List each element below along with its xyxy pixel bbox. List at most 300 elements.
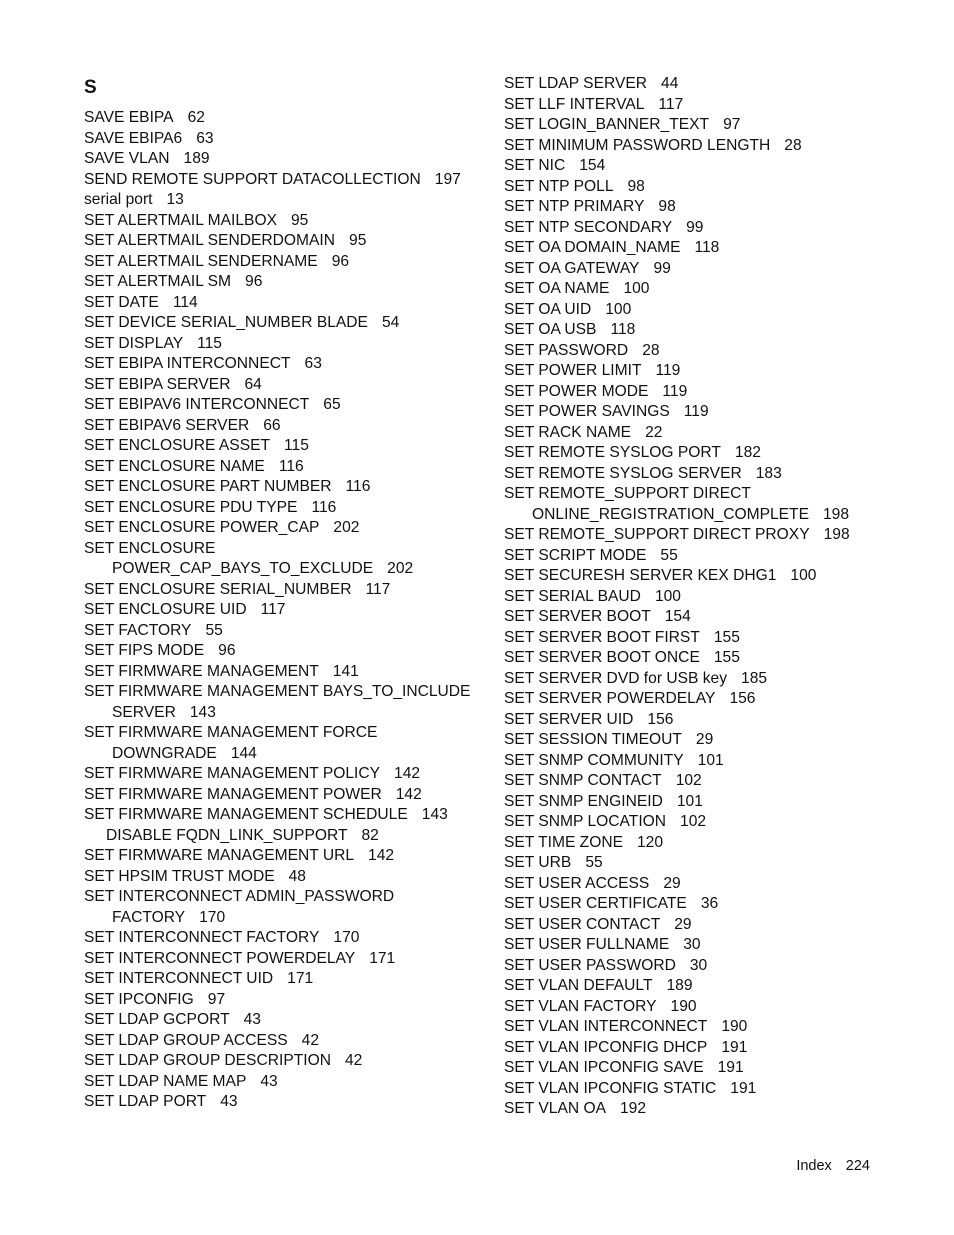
index-term: SET FIRMWARE MANAGEMENT FORCE [84,724,378,741]
index-term: SET EBIPA INTERCONNECT [84,355,291,372]
index-entry [504,751,924,772]
index-page-ref[interactable]: 44 [661,75,679,92]
index-entry [84,436,484,457]
index-page-ref[interactable]: 43 [260,1072,278,1090]
index-page-ref[interactable]: 197 [434,170,461,188]
index-entry [84,293,484,314]
index-page-ref[interactable]: 115 [284,437,309,454]
index-entry [504,74,924,95]
index-entry [504,382,924,403]
index-column-right [504,74,924,1120]
index-page-ref[interactable]: 190 [721,1018,748,1035]
index-page-ref[interactable]: 42 [301,1031,320,1049]
index-term: SET LDAP NAME MAP [84,1072,247,1090]
index-page-ref[interactable]: 55 [660,546,678,564]
index-entry [504,505,924,526]
index-entry [84,826,484,847]
index-term: SET LDAP GCPORT [84,1011,230,1028]
index-page-ref[interactable]: 43 [220,1093,238,1110]
index-entry [84,416,484,437]
index-entry [504,1017,924,1038]
index-term: SET VLAN FACTORY [504,997,657,1015]
index-page-ref[interactable]: 96 [245,273,263,290]
index-page-ref[interactable]: 116 [311,498,337,516]
index-term: SET OA USB [504,321,597,338]
index-page-ref[interactable]: 115 [197,334,222,352]
index-term: SET USER FULLNAME [504,936,670,953]
index-term: SET LLF INTERVAL [504,95,645,113]
index-term: SET POWER SAVINGS [504,403,670,420]
index-page-ref[interactable]: 29 [674,915,692,933]
index-term: SAVE EBIPA6 [84,129,183,147]
index-entry [504,484,924,505]
index-entry [504,935,924,956]
index-page-ref[interactable]: 99 [686,218,704,236]
index-entry [504,136,924,157]
index-entry [504,1038,924,1059]
index-entry [84,170,484,191]
index-entry [504,300,924,321]
index-term: SET FIRMWARE MANAGEMENT [84,662,319,680]
index-term: SET OA UID [504,300,592,318]
index-page-ref[interactable]: 202 [387,560,414,577]
index-term: SET FIRMWARE MANAGEMENT BAYS_TO_INCLUDE [84,683,471,700]
index-term: DISABLE FQDN_LINK_SUPPORT [106,826,348,844]
index-term: SET ENCLOSURE ASSET [84,437,271,454]
index-page-ref[interactable]: 22 [645,423,663,441]
index-term: SET DEVICE SERIAL_NUMBER BLADE [84,314,368,331]
index-page-ref[interactable]: 62 [187,109,205,126]
index-entry [84,313,484,334]
index-page-ref[interactable]: 119 [662,382,688,400]
index-page-ref[interactable]: 183 [755,464,782,482]
index-entry [84,334,484,355]
index-entry [84,805,484,826]
index-page-ref[interactable]: 97 [723,116,741,133]
index-entry [504,443,924,464]
index-term: SET VLAN DEFAULT [504,977,653,994]
index-term: SET TIME ZONE [504,833,623,851]
index-entry [84,785,484,806]
index-entry [84,764,484,785]
index-entry [84,621,484,642]
index-term: SET INTERCONNECT UID [84,970,274,987]
index-entry [84,600,484,621]
index-page-ref[interactable]: 191 [717,1059,744,1076]
index-page-ref[interactable]: 191 [730,1079,757,1097]
index-entry [504,423,924,444]
index-page-ref[interactable]: 202 [333,519,360,536]
index-page-ref[interactable]: 13 [166,191,184,208]
index-term: SET OA NAME [504,280,610,297]
index-term: SET USER ACCESS [504,874,650,892]
index-term: SET FIRMWARE MANAGEMENT SCHEDULE [84,806,408,823]
index-term: SET SERVER DVD for USB key [504,669,728,687]
index-page-ref[interactable]: 119 [683,403,709,420]
index-term: SERVER [112,703,176,721]
index-term: SET VLAN IPCONFIG DHCP [504,1038,708,1056]
index-term: SET SNMP ENGINEID [504,792,663,810]
index-term: SET HPSIM TRUST MODE [84,867,275,885]
index-entry [84,149,484,170]
index-page-ref[interactable]: 170 [199,908,226,926]
index-term: SET FIRMWARE MANAGEMENT URL [84,847,355,864]
index-entry [84,846,484,867]
index-term: SET ENCLOSURE SERIAL_NUMBER [84,580,352,598]
index-page-ref[interactable]: 156 [729,690,756,707]
index-term: SET NTP SECONDARY [504,218,673,236]
index-term: SET FIPS MODE [84,642,205,659]
index-page-ref[interactable]: 99 [653,259,671,277]
index-page-ref[interactable]: 48 [288,867,306,885]
index-entry [84,354,484,375]
index-entry [504,238,924,259]
index-page-ref[interactable]: 170 [333,929,360,946]
index-page-ref[interactable]: 155 [713,628,740,646]
index-entry [504,710,924,731]
index-page-ref[interactable]: 42 [344,1052,363,1069]
index-page-ref[interactable]: 114 [172,293,198,311]
index-term: SET OA GATEWAY [504,259,640,277]
index-entry [504,997,924,1018]
index-term: SET POWER MODE [504,382,649,400]
index-page-ref[interactable]: 30 [683,936,701,953]
index-term: SAVE EBIPA [84,109,174,126]
index-term: SET ENCLOSURE UID [84,601,247,618]
index-term: SET INTERCONNECT FACTORY [84,929,320,946]
index-term: SET LDAP GROUP DESCRIPTION [84,1052,331,1069]
right-entry-list [504,74,924,1120]
index-entry [84,990,484,1011]
section-letter: S [84,77,97,98]
index-term: SET NTP POLL [504,177,614,195]
index-term: serial port [84,191,153,208]
left-entry-list [84,108,484,1113]
index-entry [504,648,924,669]
index-entry [504,1099,924,1120]
index-entry [84,723,484,744]
index-page-ref[interactable]: 119 [655,362,681,379]
index-term: SET URB [504,854,572,871]
index-term: SET SNMP LOCATION [504,813,667,830]
index-term: SET ALERTMAIL SENDERDOMAIN [84,232,336,249]
index-entry [504,320,924,341]
index-entry [84,662,484,683]
index-term: SET SCRIPT MODE [504,546,647,564]
index-term: SET PASSWORD [504,341,629,359]
index-page-ref[interactable]: 191 [721,1038,748,1056]
footer-page-number: 224 [845,1158,870,1174]
index-page-ref[interactable]: 28 [642,341,660,359]
index-entry [504,915,924,936]
index-term: SET ENCLOSURE [84,539,216,557]
index-page-ref[interactable]: 117 [658,95,684,113]
index-term: SET VLAN IPCONFIG STATIC [504,1079,717,1097]
index-term: SET REMOTE SYSLOG SERVER [504,464,742,482]
index-page-ref[interactable]: 36 [700,895,719,912]
index-term: SET ENCLOSURE NAME [84,457,265,475]
index-entry [504,894,924,915]
index-page-ref[interactable]: 96 [218,642,236,659]
index-page-ref[interactable]: 118 [610,321,636,338]
index-entry [504,177,924,198]
index-page-ref[interactable]: 100 [605,300,632,318]
index-entry [504,464,924,485]
index-page-ref[interactable]: 29 [663,874,681,892]
index-term: SET SERVER BOOT [504,608,651,625]
index-entry [504,874,924,895]
index-term: SET IPCONFIG [84,990,194,1008]
index-term: SET SESSION TIMEOUT [504,731,682,748]
index-term: SET ENCLOSURE POWER_CAP [84,519,320,536]
index-entry [504,197,924,218]
index-page-ref[interactable]: 171 [369,949,396,967]
index-entry [504,341,924,362]
index-term: POWER_CAP_BAYS_TO_EXCLUDE [112,560,374,577]
index-entry [84,252,484,273]
index-column-left [84,74,484,1113]
index-page-ref[interactable]: 171 [287,970,314,987]
index-entry [84,231,484,252]
index-page-ref[interactable]: 101 [697,751,724,769]
index-term: SET SECURESH SERVER KEX DHG1 [504,567,777,584]
index-entry [84,477,484,498]
index-entry [84,1051,484,1072]
index-page-ref[interactable]: 189 [183,150,210,167]
index-entry [84,539,484,560]
index-term: SET NIC [504,157,566,174]
index-term: SET EBIPA SERVER [84,375,231,393]
index-entry [504,587,924,608]
index-term: SET REMOTE SYSLOG PORT [504,444,721,461]
index-entry [504,669,924,690]
index-entry [504,525,924,546]
index-entry [84,580,484,601]
index-entry [504,956,924,977]
index-term: SET MINIMUM PASSWORD LENGTH [504,136,771,154]
index-entry [84,518,484,539]
index-page-ref[interactable]: 95 [349,232,367,249]
index-entry [84,108,484,129]
index-term: SET USER CERTIFICATE [504,895,687,912]
index-entry [84,559,484,580]
index-entry [504,812,924,833]
index-entry [84,887,484,908]
index-entry [84,211,484,232]
index-page-ref[interactable]: 144 [230,744,257,762]
index-term: SET ALERTMAIL SENDERNAME [84,252,318,270]
index-entry [84,867,484,888]
index-page-ref[interactable]: 189 [666,977,693,994]
index-entry [504,833,924,854]
index-page-ref[interactable]: 154 [664,608,691,625]
index-term: SET NTP PRIMARY [504,198,645,215]
index-page-ref[interactable]: 55 [205,621,223,639]
index-entry [84,498,484,519]
index-term: ONLINE_REGISTRATION_COMPLETE [532,505,809,523]
index-term: SET INTERCONNECT POWERDELAY [84,949,356,967]
index-term: SET USER PASSWORD [504,956,676,974]
index-entry [504,566,924,587]
index-page-ref[interactable]: 120 [637,833,664,851]
index-entry [504,361,924,382]
index-term: SET LDAP GROUP ACCESS [84,1031,288,1049]
index-term: SET SERIAL BAUD [504,587,641,605]
index-page-ref[interactable]: 143 [421,806,448,823]
index-term: SET OA DOMAIN_NAME [504,239,681,256]
index-page-ref[interactable]: 66 [263,416,281,434]
index-page-ref[interactable]: 100 [654,587,681,605]
index-term: SAVE VLAN [84,150,170,167]
index-entry [84,1092,484,1113]
index-page-ref[interactable]: 29 [695,731,714,748]
index-page-ref[interactable]: 100 [623,280,650,297]
index-entry [84,949,484,970]
index-page-ref[interactable]: 143 [189,703,216,721]
index-term: SET LOGIN_BANNER_TEXT [504,116,710,133]
index-page-ref[interactable]: 63 [304,355,322,372]
index-entry [84,682,484,703]
index-page-ref[interactable]: 154 [579,157,606,174]
index-entry [84,928,484,949]
index-entry [84,703,484,724]
index-term: SET ENCLOSURE PART NUMBER [84,478,332,495]
index-page-ref[interactable]: 28 [784,136,802,154]
index-term: SET EBIPAV6 INTERCONNECT [84,396,310,413]
index-entry [504,689,924,710]
index-entry [504,771,924,792]
index-entry [504,156,924,177]
index-page-ref[interactable]: 117 [260,601,286,618]
index-page-ref[interactable]: 198 [823,526,850,543]
index-entry [504,792,924,813]
index-term: FACTORY [112,908,186,926]
index-term: SET FIRMWARE MANAGEMENT POWER [84,785,382,803]
index-term: SET ALERTMAIL MAILBOX [84,211,277,229]
index-page-ref[interactable]: 192 [619,1100,647,1117]
index-term: SET LDAP PORT [84,1093,207,1110]
index-entry [504,402,924,423]
index-term: SET VLAN IPCONFIG SAVE [504,1059,704,1076]
index-entry [504,1079,924,1100]
index-entry [84,969,484,990]
index-entry [504,730,924,751]
index-page-ref[interactable]: 64 [244,375,262,393]
index-term: SET EBIPAV6 SERVER [84,416,250,434]
index-page-ref[interactable]: 118 [694,239,720,256]
footer-label: Index [796,1158,832,1174]
index-entry [84,1072,484,1093]
index-page-ref[interactable]: 142 [395,785,422,803]
index-page-ref[interactable]: 100 [790,567,817,584]
index-entry [84,129,484,150]
index-page-ref[interactable]: 63 [196,129,214,147]
index-page-ref[interactable]: 54 [381,314,400,331]
index-page-ref[interactable]: 155 [713,649,740,666]
index-page-ref[interactable]: 43 [243,1011,261,1028]
index-page-ref[interactable]: 98 [627,177,645,195]
index-page-ref[interactable]: 142 [368,847,395,864]
index-entry [504,628,924,649]
index-term: SET FACTORY [84,621,192,639]
index-term: SET SNMP CONTACT [504,772,662,789]
index-page-ref[interactable]: 96 [331,252,350,270]
index-term: SET REMOTE_SUPPORT DIRECT PROXY [504,526,810,543]
page-footer [796,1158,870,1174]
index-page-ref[interactable]: 95 [290,211,309,229]
index-page-ref[interactable]: 116 [278,457,304,475]
index-term: SET POWER LIMIT [504,362,642,379]
index-page-ref[interactable]: 97 [207,990,226,1008]
index-term: SET SNMP COMMUNITY [504,751,684,769]
index-term: SET DISPLAY [84,334,184,352]
index-entry [84,272,484,293]
index-page-ref[interactable]: 55 [585,854,603,871]
index-term: SEND REMOTE SUPPORT DATACOLLECTION [84,170,421,188]
index-term: SET SERVER POWERDELAY [504,690,716,707]
index-page-ref[interactable]: 102 [675,772,702,789]
index-entry [84,395,484,416]
index-term: DOWNGRADE [112,744,217,762]
index-page-ref[interactable]: 30 [689,956,708,974]
index-term: SET FIRMWARE MANAGEMENT POLICY [84,765,381,782]
index-term: SET ENCLOSURE PDU TYPE [84,498,298,516]
index-entry [84,1031,484,1052]
index-entry [84,908,484,929]
index-page-ref[interactable]: 101 [676,792,703,810]
index-entry [504,976,924,997]
index-term: SET SERVER UID [504,710,634,728]
index-term: SET LDAP SERVER [504,75,648,92]
index-page-ref[interactable]: 65 [323,396,341,413]
index-page-ref[interactable]: 190 [670,997,697,1015]
index-term: SET SERVER BOOT ONCE [504,649,700,666]
index-term: SET INTERCONNECT ADMIN_PASSWORD [84,888,395,905]
index-page-ref[interactable]: 102 [680,813,707,830]
index-entry [504,115,924,136]
index-term: SET SERVER BOOT FIRST [504,628,700,646]
index-entry [504,279,924,300]
index-page-ref[interactable]: 82 [361,826,379,844]
index-page-ref[interactable]: 116 [345,478,371,495]
index-page-ref[interactable]: 182 [734,444,761,461]
index-term: SET USER CONTACT [504,915,661,933]
index-entry [504,259,924,280]
index-entry [504,546,924,567]
index-term: SET ALERTMAIL SM [84,273,232,290]
index-entry [504,218,924,239]
index-entry [504,95,924,116]
index-entry [84,457,484,478]
index-entry [84,375,484,396]
index-entry [84,1010,484,1031]
index-page-ref[interactable]: 142 [394,765,421,782]
index-term: SET RACK NAME [504,423,632,441]
index-page-ref[interactable]: 156 [647,710,674,728]
index-entry [84,641,484,662]
index-term: SET REMOTE_SUPPORT DIRECT [504,485,751,502]
index-entry [84,744,484,765]
index-page-ref[interactable]: 117 [365,580,391,598]
index-term: SET DATE [84,293,159,311]
index-entry [504,853,924,874]
index-page-ref[interactable]: 185 [741,669,768,687]
index-term: SET VLAN INTERCONNECT [504,1018,708,1035]
index-page-ref[interactable]: 198 [823,505,850,523]
index-entry [504,607,924,628]
index-page-ref[interactable]: 141 [332,662,359,680]
index-page-ref[interactable]: 98 [658,198,676,215]
